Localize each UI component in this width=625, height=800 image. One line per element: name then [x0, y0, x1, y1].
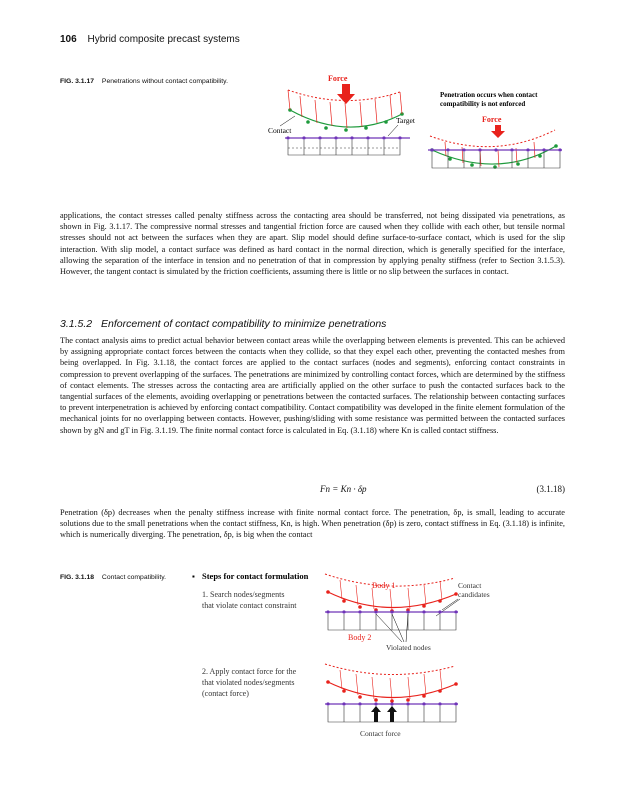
- body2-grid: [328, 614, 456, 630]
- body1b-nodes: [326, 680, 458, 703]
- body1b-bottom: [328, 682, 456, 698]
- contact-force-label: Contact force: [360, 729, 401, 738]
- force-label-left: Force: [328, 74, 348, 83]
- body1b-grid: [340, 670, 442, 700]
- body1-label: Body 1: [372, 581, 396, 590]
- section-heading: [60, 318, 392, 330]
- contact-force-arrows: [371, 706, 397, 722]
- force-arrow-right: [491, 125, 505, 138]
- contact-candidates-line-2: candidates: [458, 590, 490, 599]
- figure-label: FIG. 3.1.18: [60, 574, 95, 581]
- figure-label: FIG. 3.1.17: [60, 78, 95, 85]
- paragraph-1: applications, the contact stresses called penalty stiffness across the contacting area should be transferred, not being dissipated via penetrations, as shown in Fig. 3.1.17. The compressive normal stresses and tangential friction force are caused when they collide with each other, but tensile normal stresses should not act between the surfaces when they are apart. Slip model should define surface-to-surface contact, which is used for the slip interaction. With slip model, a contact surface was defined as hard contact in the normal direction, which is generally specified for the interface, allowing the separation of the interface in tension and no penetration of that in compression by applying penalty stiffness (refer to Section 3.1.5.3). However, the tangent contact is simulated by the friction coefficients, assuming there is little or no slip between the surfaces in contact.: [60, 211, 565, 277]
- step2-line-3: (contact force): [202, 689, 249, 698]
- equation-expression: Fn = Kn · δp: [320, 484, 367, 494]
- right-body-bottom: [432, 146, 556, 164]
- step2-line-2: that violated nodes/segments: [202, 678, 295, 687]
- figure-caption-text: Contact compatibility.: [101, 574, 166, 581]
- force-label-right: Force: [482, 115, 502, 124]
- step2-line-1: 2. Apply contact force for the: [202, 667, 297, 676]
- right-body-grid: [445, 142, 535, 167]
- contact-label: Contact: [268, 126, 292, 135]
- figure-3-1-18-caption: [60, 574, 166, 581]
- body1b-top: [325, 664, 455, 675]
- steps-title: Steps for contact formulation: [202, 571, 309, 581]
- figure-3-1-17-caption: [60, 78, 228, 85]
- page-header: [60, 34, 240, 45]
- figure-3-1-17: [250, 70, 570, 180]
- book-title: Hybrid composite precast systems: [87, 34, 240, 45]
- figure-caption-text: Penetrations without contact compatibility.: [101, 78, 228, 85]
- body1-bottom: [328, 592, 456, 608]
- target-label: Target: [396, 116, 415, 125]
- page-number: 106: [60, 34, 77, 45]
- left-target-grid: [288, 140, 400, 155]
- section-number: 3.1.5.2: [60, 318, 93, 330]
- contact-candidates-line-1: Contact: [458, 581, 482, 590]
- violated-nodes-label: Violated nodes: [386, 643, 431, 652]
- note-line-2: compatibility is not enforced: [440, 100, 526, 108]
- body1-nodes: [326, 590, 458, 613]
- body2-label: Body 2: [348, 633, 372, 642]
- figure-3-1-18: [190, 566, 510, 786]
- equation-number: (3.1.18): [536, 484, 565, 494]
- bullet: ▪: [192, 572, 195, 581]
- paragraph-2: The contact analysis aims to predict actual behavior between contact areas while the overlapping between elements is prevented. This can be achieved by assigning appropriate contact forces between the contacts when they collide, so that they expel each other, preventing the contacted meshes from being overlapped. In Fig. 3.1.18, the contact forces are applied to the contact surfaces (nodes and segments), enforcing contact constraints in compression to prevent overlapping of the surfaces. The penetrations are minimized by controlling contact forces, which are determined by the stiffness of contact elements. The stresses across the contacting area are artificially applied on the other surface to push the contacted surfaces back to the tangential surfaces of the elements, avoiding overlapping or penetrations between the contacted surfaces. The relationship between contacting surfaces to prevent interpenetration is achieved by enforcing contact compatibility. Contact compatibility was developed in the finite element formulation of the mechanical joints for no overlapping between contacts. However, pushing/sliding with some resistance was permitted between the contacted surfaces shown by gN and gT in Fig. 3.1.19. The finite normal contact force is calculated in Eq. (3.1.18) where Kn is called contact stiffness.: [60, 336, 565, 435]
- section-title: Enforcement of contact compatibility to minimize penetrations: [101, 318, 387, 330]
- note-line-1: Penetration occurs when contact: [440, 91, 538, 99]
- paragraph-3: Penetration (δp) decreases when the penalty stiffness increase with finite normal contact force. The penetration, δp, is small, leading to accurate solutions due to the small penetrations when the contact stiffness, Kn, is high. When penetration (δp) is zero, contact stiffness in Eq. (3.1.18) is infinite, which is numerically diverging. The penetration, δp, is big when the contact: [60, 508, 565, 540]
- step1-line-1: 1. Search nodes/segments: [202, 590, 285, 599]
- force-arrow-left: [337, 84, 355, 104]
- step1-line-2: that violate contact constraint: [202, 601, 297, 610]
